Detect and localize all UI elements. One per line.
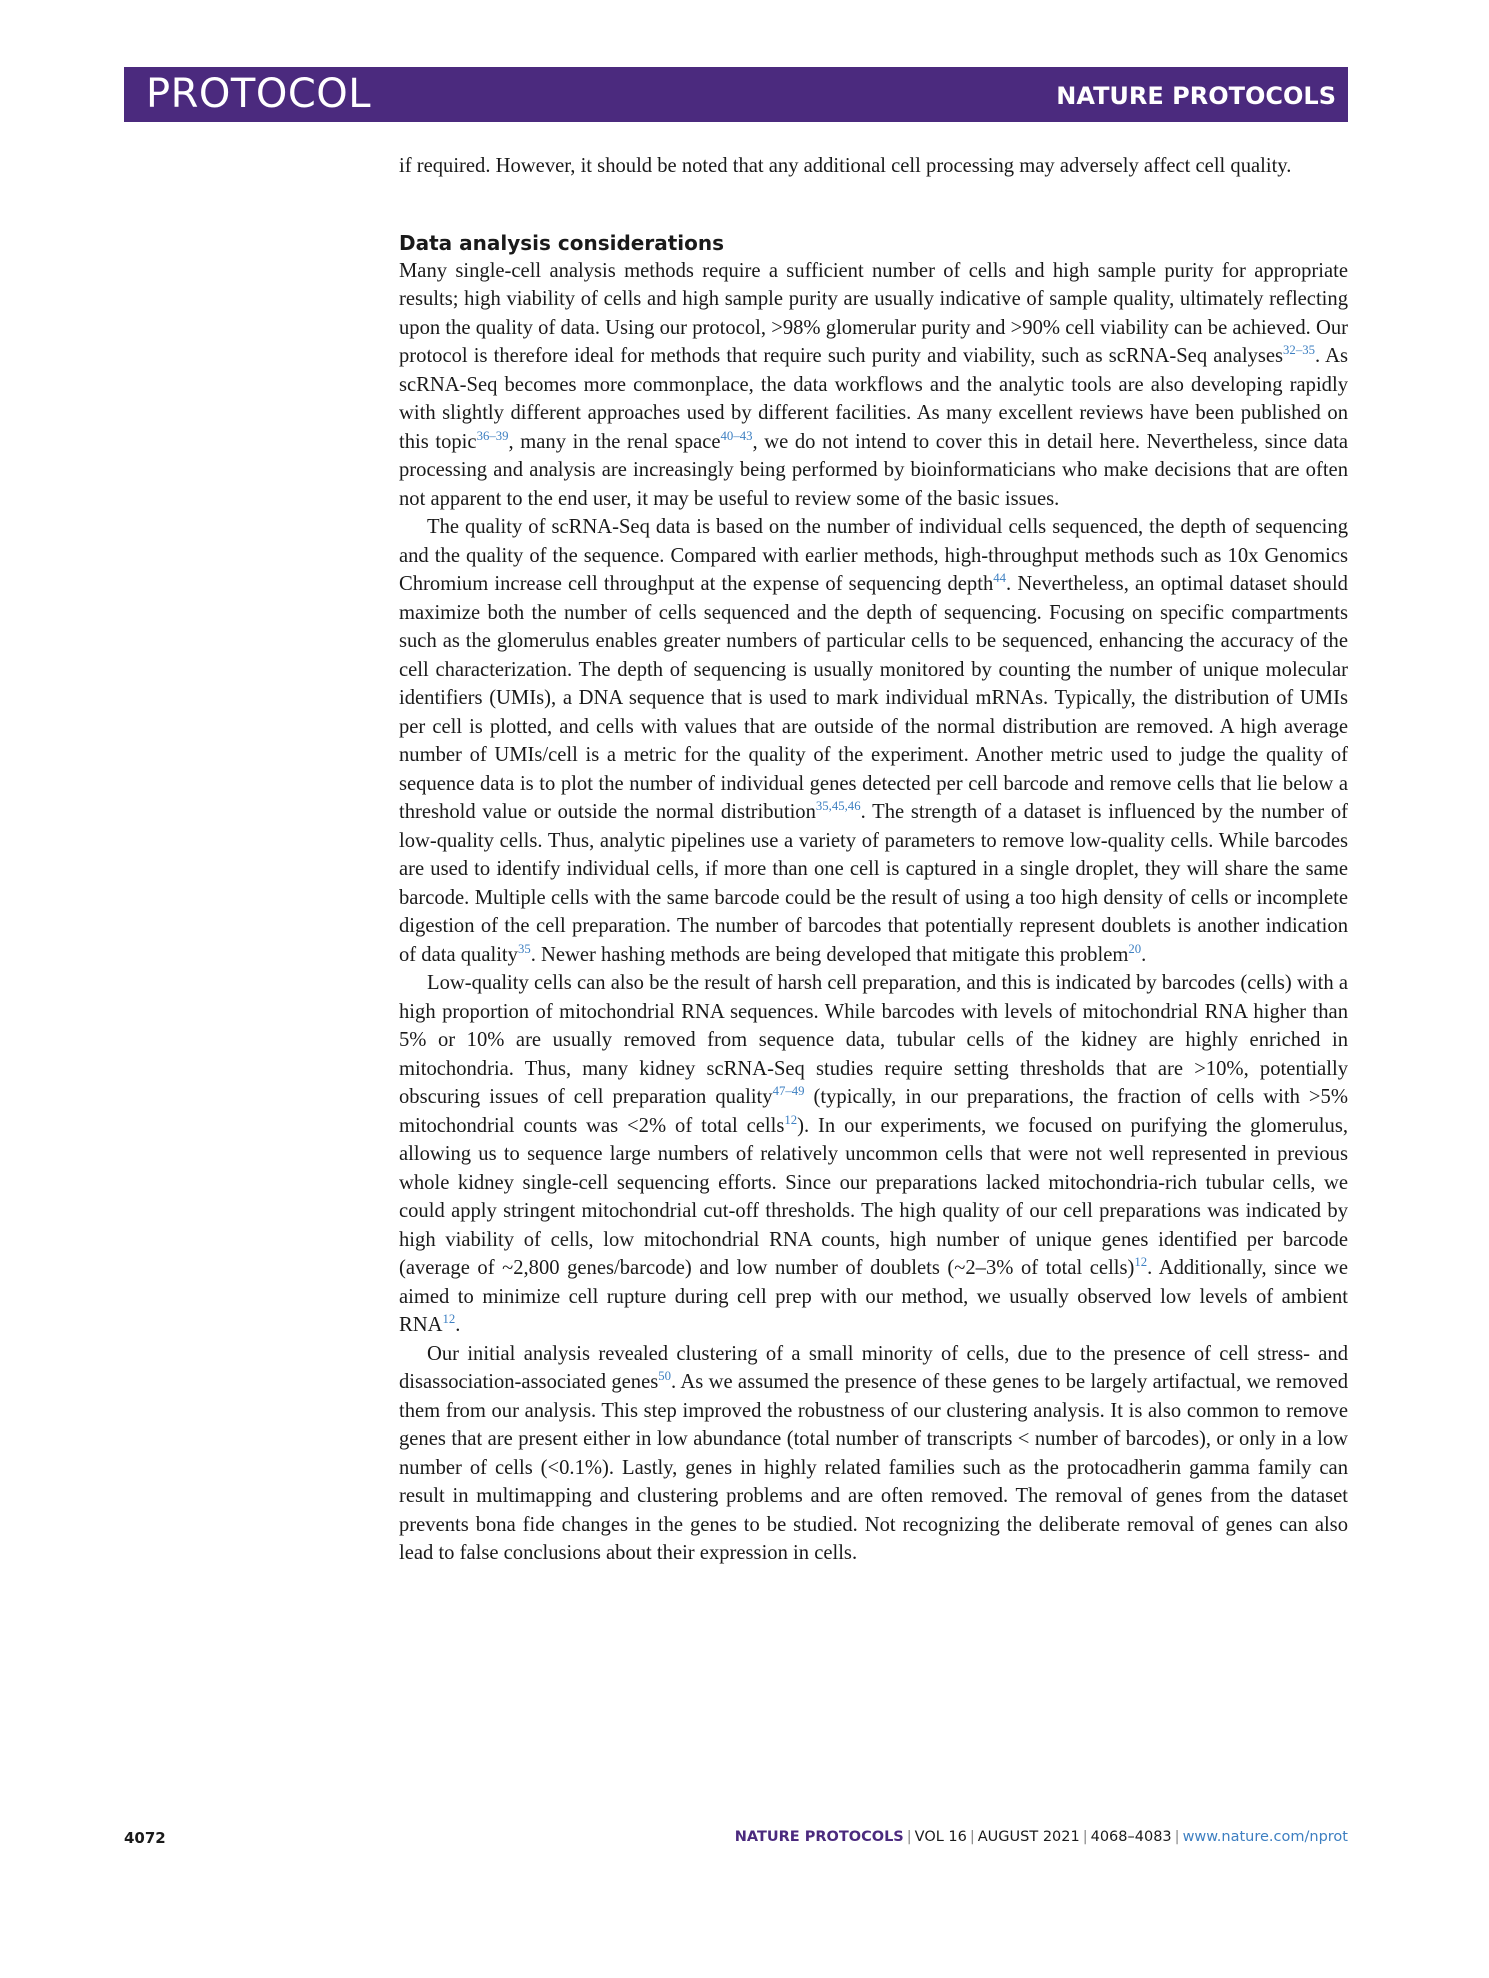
- journal-url-link[interactable]: www.nature.com/nprot: [1182, 1829, 1348, 1845]
- paragraph-text: Many single-cell analysis methods require a sufficient number of cells and high sample purity for appropriate results; high viability of cells and high sample purity are usually indicative of sample quality, ultimately reflecting upon the quality of data. Using our protocol, >98% glomerular purity and >90% cell viability can be achieved. Our protocol is therefore ideal for methods that require such purity and viability, such as scRNA-Seq analyses: [399, 259, 1348, 367]
- paragraph-text: .: [455, 1314, 461, 1336]
- footer-separator: |: [969, 1829, 975, 1845]
- page-number: 4072: [124, 1829, 166, 1847]
- journal-label: NATURE PROTOCOLS: [1056, 82, 1336, 110]
- reference-link[interactable]: 44: [993, 571, 1007, 586]
- reference-link[interactable]: 40–43: [720, 428, 753, 443]
- reference-link[interactable]: 36–39: [476, 428, 509, 443]
- intro-paragraph: if required. However, it should be noted that any additional cell processing may adversely affect cell quality.: [399, 155, 1292, 177]
- paragraph-text: . Additionally, since we aimed to minimize cell rupture during cell prep with our method, we usually observed low levels of ambient RNA: [399, 1257, 1349, 1336]
- paragraph-1: [399, 257, 1348, 514]
- header-bar: [124, 67, 1348, 122]
- paragraph-3: [399, 969, 1348, 1340]
- footer-separator: |: [1082, 1829, 1088, 1845]
- reference-link[interactable]: 20: [1128, 941, 1142, 956]
- paragraph-2: [399, 513, 1348, 969]
- paragraph-text: (typically, in our preparations, the fraction of cells with >5% mitochondrial counts was <2% of total cells: [399, 1086, 1348, 1137]
- footer-separator: |: [1174, 1829, 1180, 1845]
- paragraph-text: , we do not intend to cover this in detail here. Nevertheless, since data processing and analysis are increasingly being performed by bioinformaticians who make decisions that are often not apparent to the end user, it may be useful to review some of the basic issues.: [399, 430, 1348, 510]
- paragraph-text: . The strength of a dataset is influenced by the number of low-quality cells. Thus, analytic pipelines use a variety of parameters to remove low-quality cells. While barcodes are used to identify individual cells, if more than one cell is captured in a single droplet, they will share the same barcode. Multiple cells with the same barcode could be the result of using a too high density of cells or incomplete digestion of the cell preparation. The number of barcodes that potentially represent doublets is another indication of data quality: [399, 801, 1348, 966]
- paragraph-text: ). In our experiments, we focused on purifying the glomerulus, allowing us to sequence large numbers of relatively uncommon cells that were not well represented in previous whole kidney single-cell sequencing efforts. Since our preparations lacked mitochondria-rich tubular cells, we could apply stringent mitochondrial cut-off thresholds. The high quality of our cell preparations was indicated by high viability of cells, low mitochondrial RNA counts, high number of unique genes identified per barcode (average of ~2,800 genes/barcode) and low number of doublets (~2–3% of total cells): [399, 1114, 1348, 1279]
- reference-link[interactable]: 35,45,46: [815, 799, 861, 814]
- paragraph-text: . As we assumed the presence of these genes to be largely artifactual, we removed them from our analysis. This step improved the robustness of our clustering analysis. It is also common to remove genes that are present either in low abundance (total number of transcripts < number of barcodes), or only in a low number of cells (<0.1%). Lastly, genes in highly related families such as the protocadherin gamma family can result in multimapping and clustering problems and are often removed. The removal of genes from the dataset prevents bona fide changes in the genes to be studied. Not recognizing the deliberate removal of genes can also lead to false conclusions about their expression in cells.: [399, 1371, 1348, 1564]
- footer-separator: |: [906, 1829, 912, 1845]
- paragraph-text: . Nevertheless, an optimal dataset should maximize both the number of cells sequenced and the depth of sequencing. Focusing on specific compartments such as the glomerulus enables greater numbers of particular cells to be sequenced, enhancing the accuracy of the cell characterization. The depth of sequencing is usually monitored by counting the number of unique molecular identifiers (UMIs), a DNA sequence that is used to mark individual mRNAs. Typically, the distribution of UMIs per cell is plotted, and cells with values that are outside of the normal distribution are removed. A high average number of UMIs/cell is a metric for the quality of the experiment. Another metric used to judge the quality of sequence data is to plot the number of individual genes detected per cell barcode and remove cells that lie below a threshold value or outside the normal distribution: [399, 573, 1348, 823]
- paragraph-text: , many in the renal space: [508, 430, 721, 453]
- paragraph-text: Low-quality cells can also be the result of harsh cell preparation, and this is indicated by barcodes (cells) with a high proportion of mitochondrial RNA sequences. While barcodes with levels of mitochondrial RNA higher than 5% or 10% are usually removed from sequence data, tubular cells of the kidney are highly enriched in mitochondria. Thus, many kidney scRNA-Seq studies require setting thresholds that are >10%, potentially obscuring issues of cell preparation quality: [399, 972, 1348, 1108]
- reference-link[interactable]: 12: [1134, 1255, 1148, 1270]
- footer-pages: 4068–4083: [1090, 1829, 1172, 1845]
- article-body: [399, 152, 1348, 1568]
- reference-link[interactable]: 35: [517, 941, 531, 956]
- section-heading: Data analysis considerations: [399, 230, 724, 255]
- reference-link[interactable]: 47–49: [772, 1084, 805, 1099]
- footer-volume: VOL 16: [914, 1829, 967, 1845]
- paragraph-text: The quality of scRNA-Seq data is based on the number of individual cells sequenced, the depth of sequencing and the quality of the sequence. Compared with earlier methods, high-throughput methods such as 10x Genomics Chromium increase cell throughput at the expense of sequencing depth: [399, 516, 1348, 595]
- reference-link[interactable]: 12: [442, 1312, 456, 1327]
- reference-link[interactable]: 32–35: [1283, 343, 1315, 358]
- footer-citation: [735, 1829, 1348, 1845]
- paragraph-4: [399, 1340, 1348, 1568]
- footer-date: AUGUST 2021: [977, 1829, 1080, 1845]
- footer-journal: NATURE PROTOCOLS: [734, 1829, 904, 1845]
- section-label: PROTOCOL: [146, 71, 372, 117]
- paragraph-text: . As scRNA-Seq becomes more commonplace, the data workflows and the analytic tools are also developing rapidly with slightly different approaches used by different facilities. As many excellent reviews have been published on this topic: [399, 345, 1349, 453]
- paragraph-text: .: [1141, 943, 1147, 966]
- paragraph-text: Our initial analysis revealed clustering of a small minority of cells, due to the presence of cell stress- and disassociation-associated genes: [399, 1342, 1348, 1393]
- reference-link[interactable]: 12: [784, 1112, 798, 1127]
- paragraph-text: . Newer hashing methods are being developed that mitigate this problem: [530, 943, 1129, 966]
- reference-link[interactable]: 50: [658, 1369, 672, 1384]
